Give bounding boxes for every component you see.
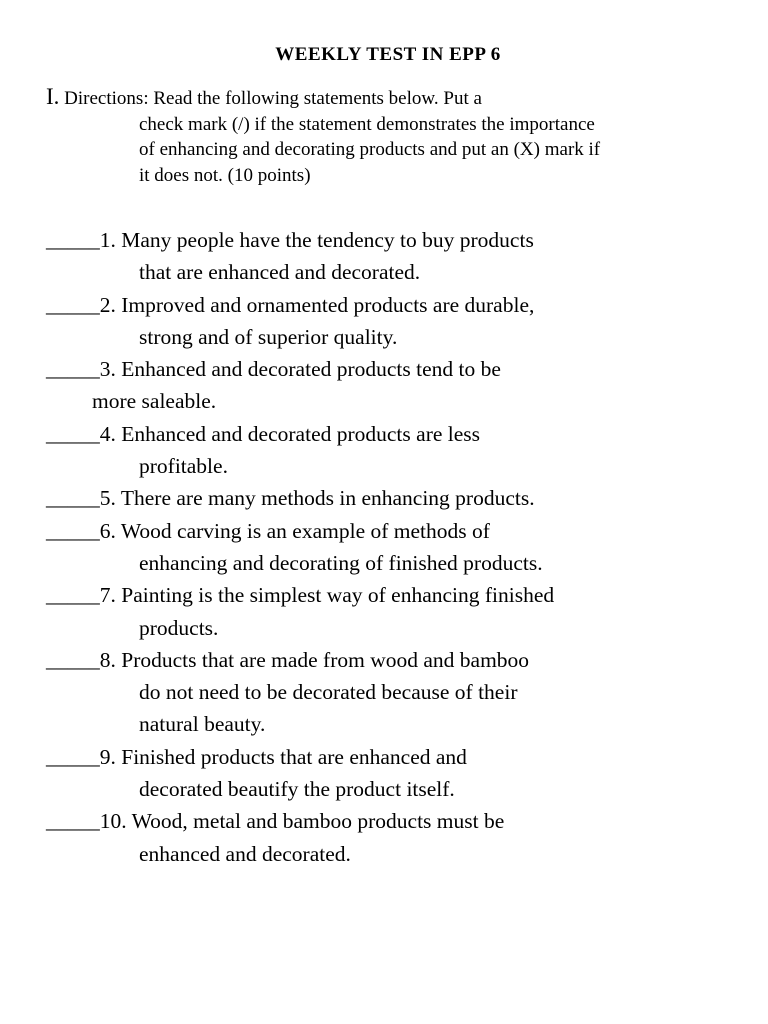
question-item-9	[46, 741, 746, 806]
page-title: WEEKLY TEST IN EPP 6	[275, 44, 501, 65]
question-text: _____8. Products that are made from wood and bamboo	[46, 647, 530, 672]
question-text: _____3. Enhanced and decorated products tend to be	[46, 357, 501, 382]
question-item-5	[46, 482, 746, 514]
question-text: _____4. Enhanced and decorated products are less	[46, 421, 481, 446]
directions-line-1: Directions: Read the following statements below. Put a	[59, 88, 482, 109]
question-text: _____2. Improved and ornamented products are durable,	[46, 292, 535, 317]
question-continuation: enhancing and decorating of finished products.	[139, 550, 543, 575]
question-text: _____9. Finished products that are enhanced and	[46, 744, 467, 769]
question-item-6	[46, 515, 746, 580]
question-item-4	[46, 418, 746, 483]
directions-line-3: of enhancing and decorating products and put an (X) mark if	[139, 139, 601, 160]
question-item-8	[46, 644, 746, 741]
directions-line-4: it does not. (10 points)	[139, 164, 311, 186]
question-continuation: do not need to be decorated because of their	[139, 680, 518, 705]
question-item-7	[46, 579, 746, 644]
question-item-2	[46, 289, 746, 354]
directions-block	[46, 84, 736, 188]
question-continuation: more saleable.	[92, 389, 217, 414]
question-text: _____6. Wood carving is an example of methods of	[46, 518, 490, 543]
question-text: _____1. Many people have the tendency to buy products	[46, 228, 534, 252]
question-item-10	[46, 805, 746, 870]
question-continuation: enhanced and decorated.	[139, 841, 351, 866]
question-continuation: decorated beautify the product itself.	[139, 777, 455, 802]
question-continuation: products.	[139, 615, 219, 640]
question-item-1	[46, 224, 746, 289]
section-numeral: I.	[46, 84, 60, 109]
question-item-3	[46, 353, 746, 418]
question-text: _____10. Wood, metal and bamboo products must be	[46, 809, 505, 834]
question-continuation: that are enhanced and decorated.	[139, 260, 421, 285]
question-continuation: natural beauty.	[139, 712, 266, 737]
question-text: _____5. There are many methods in enhancing products.	[46, 486, 535, 511]
question-text: _____7. Painting is the simplest way of enhancing finished	[46, 583, 555, 608]
question-continuation: profitable.	[139, 454, 228, 479]
question-continuation: strong and of superior quality.	[139, 324, 398, 349]
question-list	[46, 224, 746, 870]
directions-line-2: check mark (/) if the statement demonstrates the importance	[139, 113, 595, 135]
